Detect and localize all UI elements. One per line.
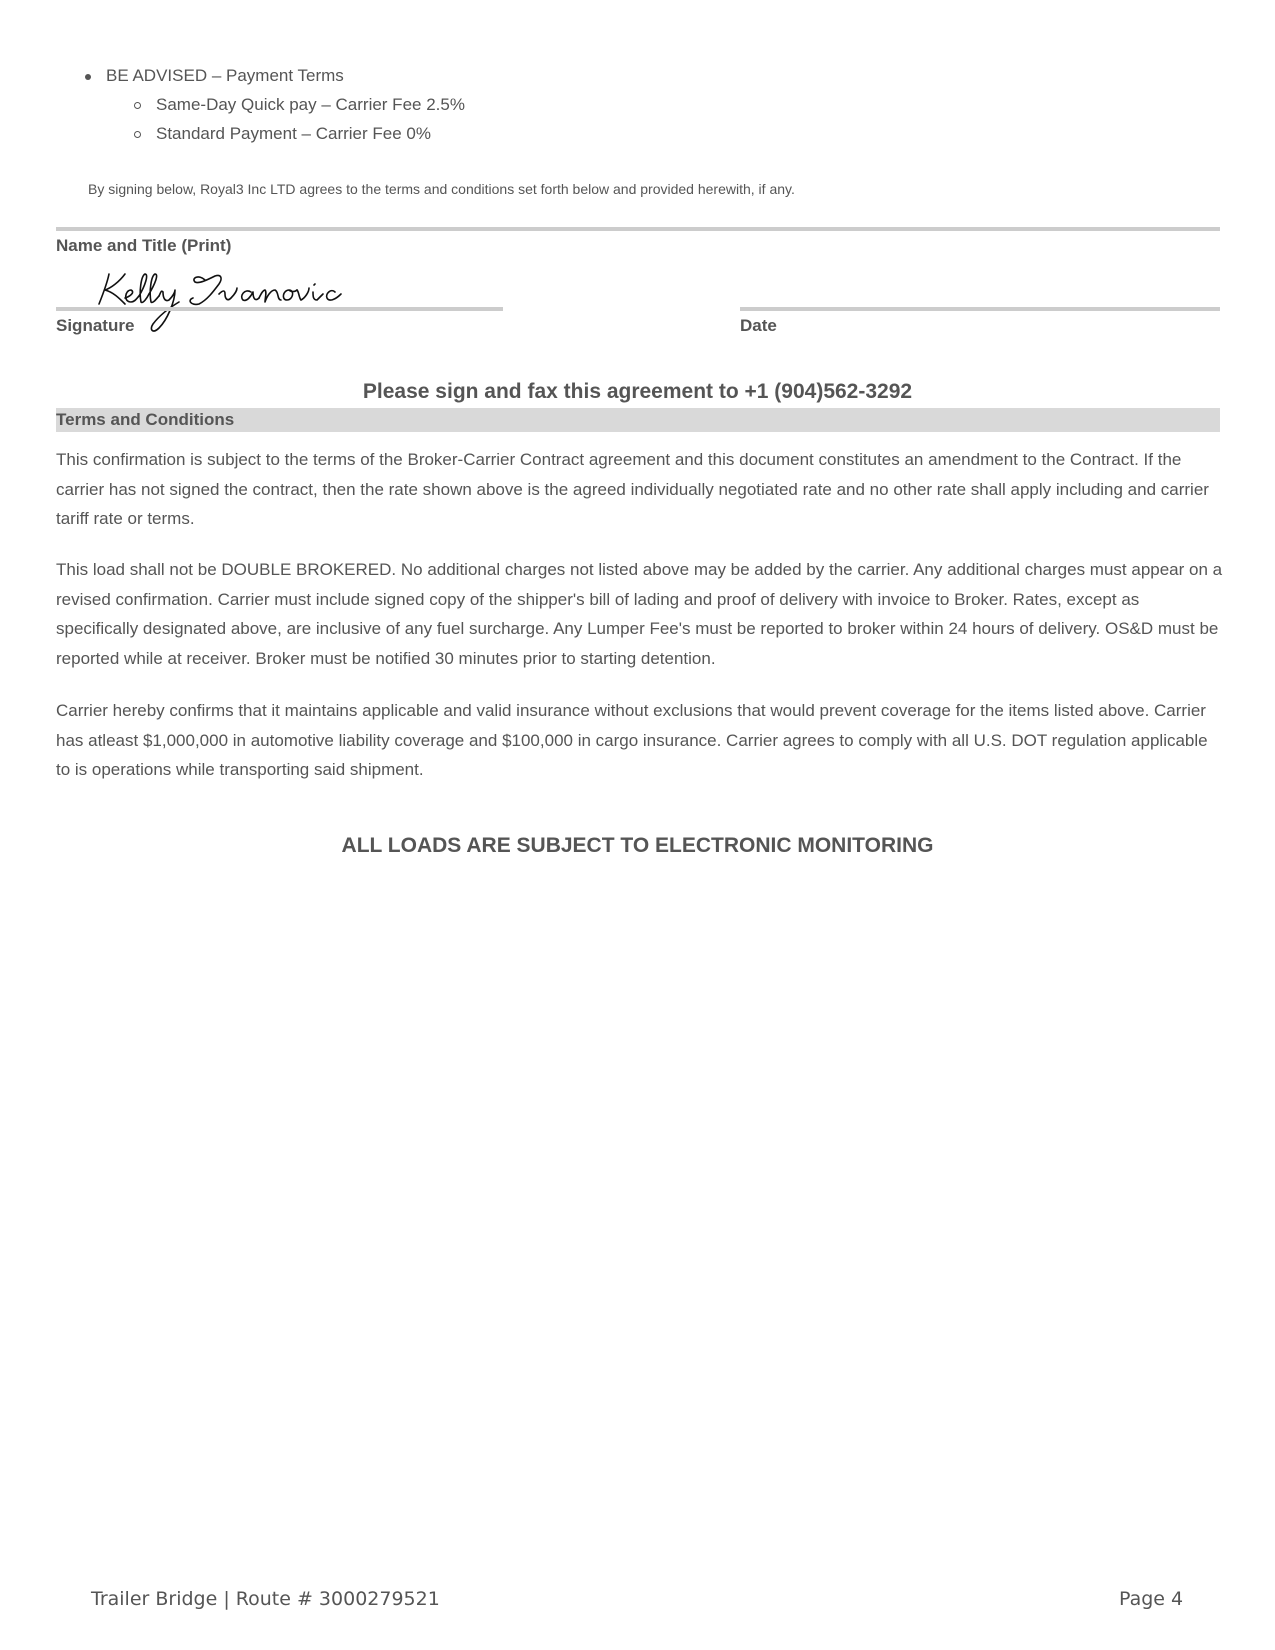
payment-option-quick-pay: Same-Day Quick pay – Carrier Fee 2.5% bbox=[106, 94, 465, 116]
terms-paragraph-contract: This confirmation is subject to the terms of the Broker-Carrier Contract agreement and this document constitutes an amendment to the Contract. If the carrier has not signed the contract, then the rate shown above is the agreed individually negotiated rate and no other rate shall apply including and carrier tariff rate or terms. bbox=[56, 450, 1209, 528]
name-title-label: Name and Title (Print) bbox=[56, 236, 232, 255]
payment-terms-item bbox=[83, 65, 465, 145]
signature-label: Signature bbox=[56, 316, 135, 335]
payment-terms-heading: BE ADVISED – Payment Terms bbox=[106, 66, 344, 85]
name-title-rule bbox=[56, 227, 1220, 231]
terms-paragraph-insurance: Carrier hereby confirms that it maintains applicable and valid insurance without exclusions that would prevent coverage for the items listed above. Carrier has atleast $1,000,000 in automotive liability coverage and $100,000 in cargo insurance. Carrier agrees to comply with all U.S. DOT regulation applicable to is operations while transporting said shipment. bbox=[56, 701, 1208, 779]
payment-terms-list bbox=[83, 65, 465, 152]
fax-instruction: Please sign and fax this agreement to +1 (904)562-3292 bbox=[362, 380, 913, 403]
terms-heading: Terms and Conditions bbox=[56, 410, 235, 429]
date-rule bbox=[740, 307, 1220, 311]
terms-paragraph-brokering: This load shall not be DOUBLE BROKERED. No additional charges not listed above may be added by the carrier. Any additional charges must appear on a revised confirmation. Carrier must include signed copy of the shipper's bill of lading and proof of delivery with invoice to Broker. Rates, except as specifically designated above, are inclusive of any fuel surcharge. Any Lumper Fee's must be reported to broker within 24 hours of delivery. OS&D must be reported while at receiver. Broker must be notified 30 minutes prior to starting detention. bbox=[56, 560, 1223, 668]
signature-rule bbox=[56, 307, 503, 311]
monitoring-notice: ALL LOADS ARE SUBJECT TO ELECTRONIC MONITORING bbox=[341, 834, 934, 857]
agreement-statement: By signing below, Royal3 Inc LTD agrees to the terms and conditions set forth below and provided herewith, if any. bbox=[88, 181, 795, 197]
terms-header-bar bbox=[56, 408, 1220, 432]
date-label: Date bbox=[740, 316, 777, 335]
payment-option-standard: Standard Payment – Carrier Fee 0% bbox=[106, 123, 465, 145]
footer-page-number: Page 4 bbox=[1119, 1588, 1184, 1610]
payment-options-list bbox=[106, 94, 465, 145]
footer-route: Trailer Bridge | Route # 3000279521 bbox=[91, 1588, 440, 1610]
